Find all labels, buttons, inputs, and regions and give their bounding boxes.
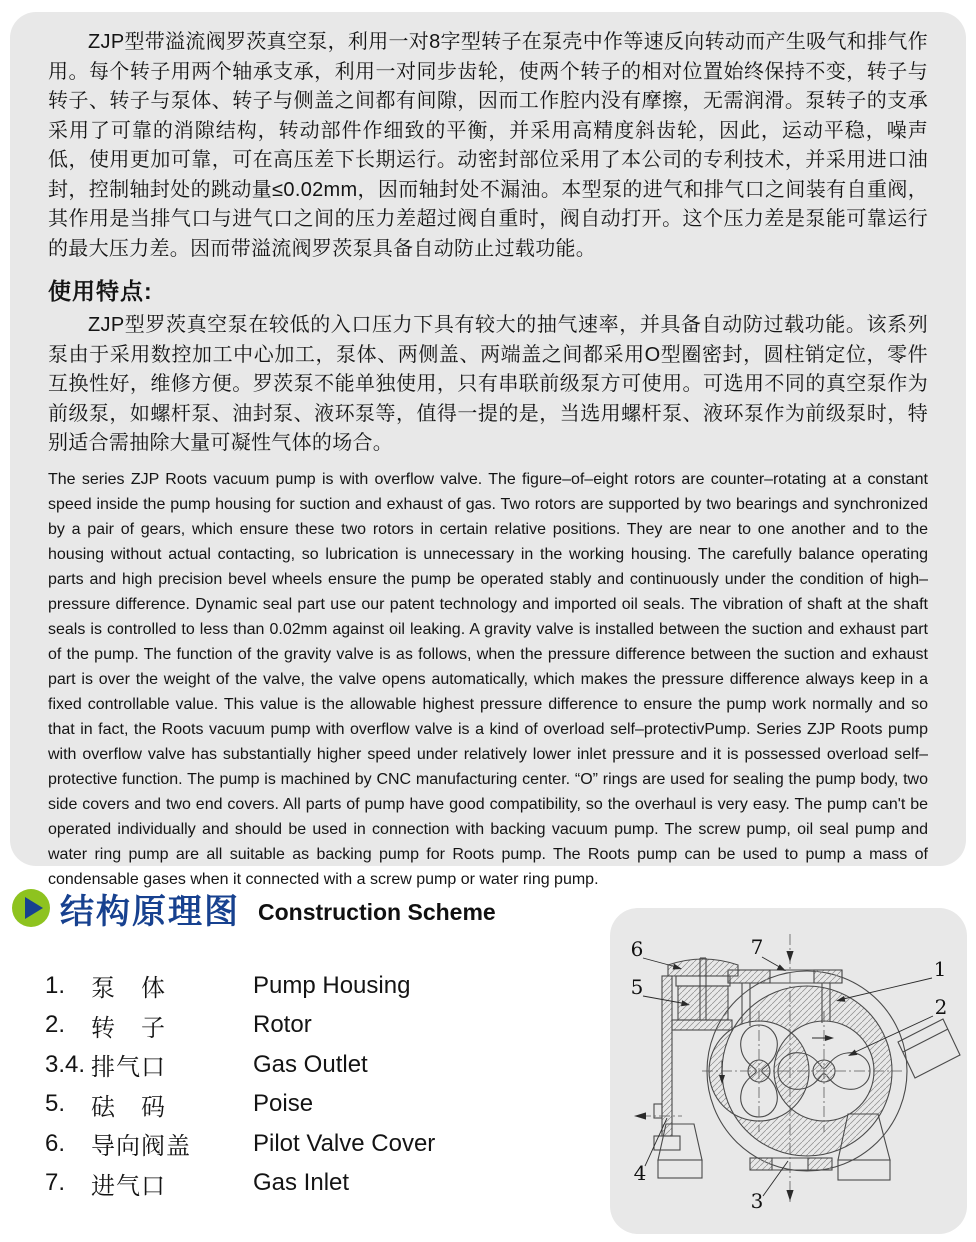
features-heading: 使用特点: (48, 278, 153, 304)
part-name-cn: 进气口 (91, 1172, 166, 1200)
part-name-en: Poise (253, 1090, 314, 1118)
part-name-cn: 转 子 (91, 1014, 166, 1042)
part-name-en: Pump Housing (253, 971, 411, 999)
part-name-en: Gas Outlet (253, 1050, 368, 1078)
callout-label-2: 2 (934, 995, 948, 1019)
construction-diagram (610, 908, 967, 1234)
callout-label-5: 5 (630, 975, 644, 999)
part-row-34 (45, 1045, 565, 1085)
triangle-icon (25, 897, 43, 919)
part-name-cn: 导向阀盖 (91, 1133, 191, 1161)
part-row-7 (45, 1164, 565, 1204)
callout-label-1: 1 (933, 957, 947, 981)
parts-legend (45, 966, 565, 1203)
callout-label-6: 6 (630, 937, 644, 961)
part-number: 6. (45, 1129, 66, 1157)
part-number: 1. (45, 971, 66, 999)
play-icon (12, 889, 50, 927)
callout-label-7: 7 (750, 935, 764, 959)
part-number: 7. (45, 1169, 66, 1197)
part-name-en: Pilot Valve Cover (253, 1129, 436, 1157)
part-name-en: Rotor (253, 1011, 312, 1039)
part-name-en: Gas Inlet (253, 1169, 350, 1197)
section-title-cn: 结构原理图 (60, 892, 240, 931)
callout-label-4: 4 (633, 1161, 647, 1185)
pump-cross-section-drawing (610, 908, 967, 1234)
intro-panel (10, 12, 966, 888)
part-number: 2. (45, 1011, 66, 1039)
part-name-cn: 泵 体 (91, 975, 166, 1003)
intro-paragraph-cn: ZJP型带溢流阀罗茨真空泵，利用一对8字型转子在泵壳中作等速反向转动而产生吸气和排气作用。每个转子用两个轴承支承，利用一对同步齿轮，使两个转子的相对位置始终保持不变，转子与转子、转子与泵体、转子与侧盖之间都有间隙，因而工作腔内没有摩擦，无需润滑。泵转子的支承采用了可靠的消隙结构，转动部件作细致的平衡，并采用高精度斜齿轮，因此，运动平稳，噪声低，使用更加可靠，可在高压差下长期运行。动密封部位采用了本公司的专利技术，并采用进口油封，控制轴封处的跳动量≤0.02mm，因而轴封处不漏油。本型泵的进气和排气口之间装有自重阀，其作用是当排气口与进气口之间的压力差超过阀自重时，阀自动打开。这个压力差是泵能可靠运行的最大压力差。因而带溢流阀罗茨泵具备自动防止过载功能。 (48, 31, 928, 260)
features-paragraph-cn: ZJP型罗茨真空泵在较低的入口压力下具有较大的抽气速率，并具备自动防过载功能。该系列泵由于采用数控加工中心加工，泵体、两侧盖、两端盖之间都采用O型圈密封，圆柱销定位，零件互换性好，维修方便。罗茨泵不能单独使用，只有串联前级泵方可使用。可选用不同的真空泵作为前级泵，如螺杆泵、油封泵、液环泵等，值得一提的是，当选用螺杆泵、液环泵作为前级泵时，特别适合需抽除大量可凝性气体的场合。 (48, 314, 928, 454)
part-number: 3.4. (45, 1050, 86, 1078)
section-title-en: Construction Scheme (258, 898, 496, 925)
part-number: 5. (45, 1090, 66, 1118)
part-name-cn: 砝 码 (91, 1093, 166, 1121)
callout-label-3: 3 (750, 1189, 764, 1213)
construction-scheme-header (12, 886, 496, 930)
part-name-cn: 排气口 (91, 1054, 166, 1082)
part-row-1 (45, 966, 565, 1006)
part-row-2 (45, 1006, 565, 1046)
part-row-5 (45, 1085, 565, 1125)
part-row-6 (45, 1124, 565, 1164)
description-paragraph-en: The series ZJP Roots vacuum pump is with overflow valve. The figure–of–eight rotors are counter–rotating at a constant speed inside the pump housing for suction and exhaust of gas. Two rotors are supported by two bearings and synchronized by a pair of gears, which ensure these two rotors in certain relative positions. They are near to one another and to the housing without actual contacting, so lubrication is unnecessary in the working housing. The carefully balance operating parts and high precision bevel wheels ensure the pump be operated stably and continuously under the condition of high–pressure difference. Dynamic seal part use our patent technology and imported oil seals. The vibration of shaft at the shaft seals is controlled to less than 0.02mm against oil leaking. A gravity valve is installed between the suction and exhaust part of the pump. The function of the gravity valve is as follows, when the pressure difference between the suction and exhaust part is over the weight of the valve, the valve opens automatically, which makes the pressure difference always keep in a fixed controllable value. This value is the allowable highest pressure difference to ensure the pump work normally and so that in fact, the Roots vacuum pump with overflow valve is a kind of overload self–protectivPump. Series ZJP Roots pump with overflow valve has substantially higher speed under relatively lower inlet pressure and it is possessed overload self–protective function. The pump is machined by CNC manufacturing center. “O” rings are used for sealing the pump body, two side covers and two end covers. All parts of pump have good compatibility, so the overhaul is very easy. The pump can't be operated individually and should be used in connection with backing vacuum pump. The screw pump, oil seal pump and water ring pump are all suitable as backing pump for Roots pump. The Roots pump can be used to pump a mass of condensable gases when it connected with a screw pump or water ring pump. (48, 470, 928, 888)
